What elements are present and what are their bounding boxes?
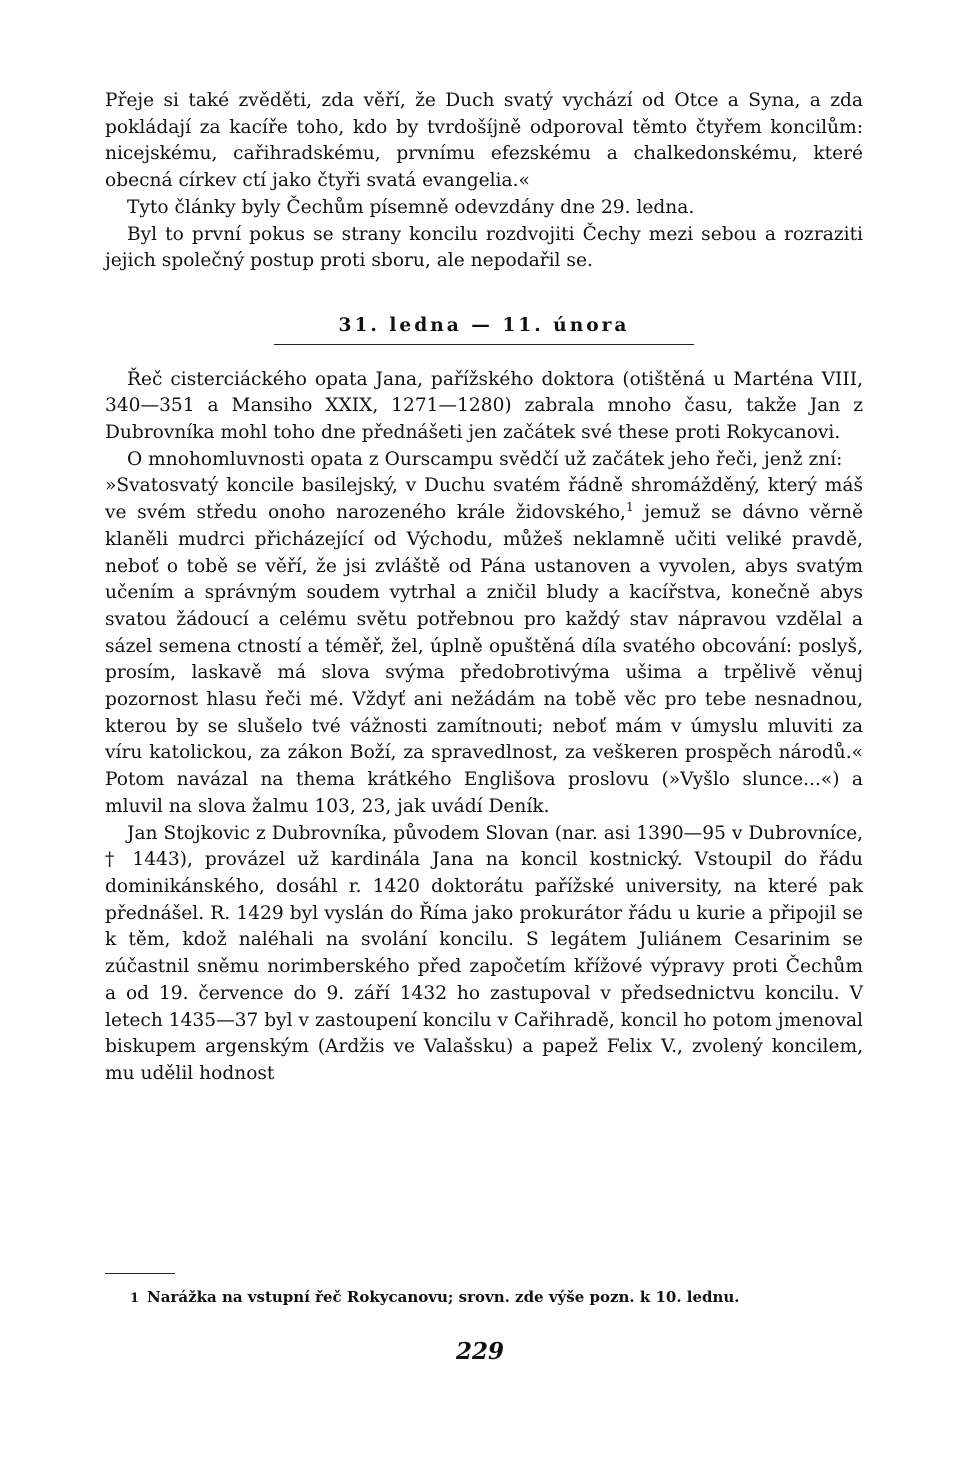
footnote [130,1288,870,1306]
section-heading: 31. ledna — 11. února [338,314,630,336]
page-body [105,88,863,1088]
paragraph-3: Byl to první pokus se strany koncilu rozdvojiti Čechy mezi sebou a rozraziti jejich společný postup proti sboru, ale nepodařil se. [105,223,863,272]
paragraph-7: Jan Stojkovic z Dubrovníka, původem Slovan (nar. asi 1390—95 v Dubrovníce, † 1443), provázel už kardinála Jana na koncil kostnický. Vstoupil do řádu dominikánského, dosáhl r. 1420 doktorátu pařížské university, na které pak přednášel. R. 1429 byl vyslán do Říma jako prokurátor řádu u kurie a připojil se k těm, kdož naléhali na svolání koncilu. S legátem Juliánem Cesarinim se zúčastnil sněmu norimberského před započetím křížové výpravy proti Čechům a od 19. července do 9. září 1432 ho zastupoval v předsednictvu koncilu. V letech 1435—37 byl v zastoupení koncilu v Cařihradě, koncil ho potom jmenoval biskupem argenským (Ardžis ve Valašsku) a papež Felix V., zvolený koncilem, mu udělil hodnost [105,822,863,1084]
heading-rule [274,344,694,345]
paragraph-4: Řeč cisterciáckého opata Jana, pařížského doktora (otištěná u Marténa VIII, 340—351 a Mansiho XXIX, 1271—1280) zabrala mnoho času, takže Jan z Dubrovníka mohl toho dne přednášeti jen začátek své these proti Rokycanovi. [105,368,863,444]
paragraph-6-part-a: »Svatosvatý koncile basilejský, v Duchu svatém řádně shromážděný, který máš ve svém středu onoho narozeného krále židovského, [105,475,863,524]
page-number: 229 [455,1338,504,1365]
footnote-text: Narážka na vstupní řeč Rokycanovu; srovn. zde výše pozn. k 10. lednu. [147,1288,740,1306]
footnote-mark: 1 [130,1291,140,1306]
paragraph-6 [105,473,863,820]
footnote-reference: 1 [625,499,634,514]
paragraph-5: O mnohomluvnosti opata z Ourscampu svědčí už začátek jeho řeči, jenž zní: [127,448,843,470]
paragraph-6-part-b: jemuž se dávno věrně klaněli mudrci přicházející od Východu, můžeš neklamně učiti veliké pravdě, neboť o tobě se věří, že jsi zvláště od Pána ustanoven a vyvolen, abys svatým učením a správným soudem vytrhal a zničil bludy a kacířstva, konečně abys svatou žádoucí a celému světu potřebnou pro každý stav nápravou vzdělal a sázel semena ctností a téměř, žel, úplně opuštěná díla svatého obcování: poslyš, prosím, laskavě má slova svýma předobrotivýma ušima a trpělivě věnuj pozornost hlasu řeči mé. Vždyť ani nežádám na tobě věc pro tebe nesnadnou, kterou by se slušelo tvé vážnosti zamítnouti; neboť mám v úmyslu mluviti za víru katolickou, za zákon Boží, za spravedlnost, za veškeren prospěch národů.« Potom navázal na thema krátkého Englišova proslovu (»Vyšlo slunce...«) a mluvil na slova žalmu 103, 23, jak uvádí Deník. [105,502,863,817]
footnote-rule [105,1273,175,1274]
paragraph-2: Tyto články byly Čechům písemně odevzdány dne 29. ledna. [127,196,695,218]
paragraph-1: Přeje si také zvěděti, zda věří, že Duch svatý vychází od Otce a Syna, a zda pokládají za kacíře toho, kdo by tvrdošíjně odporoval těmto čtyřem koncilům: nicejskému, cařihradskému, prvnímu efezskému a chalkedonskému, které obecná církev ctí jako čtyři svatá evangelia.« [105,90,863,192]
